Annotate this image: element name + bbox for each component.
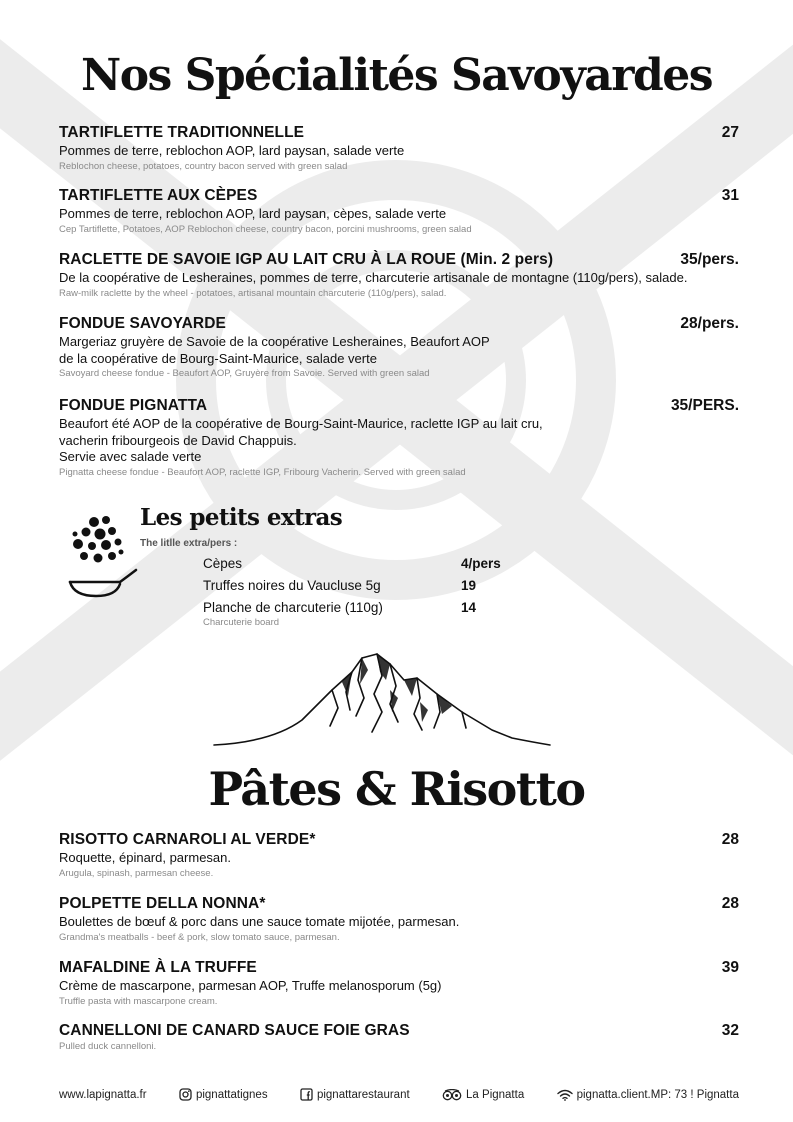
menu-item [59, 315, 739, 380]
item-price: 35/pers. [680, 251, 739, 268]
item-translation: Reblochon cheese, potatoes, country bacon served with green salad [59, 160, 348, 172]
website-link[interactable]: www.lapignatta.fr [59, 1088, 147, 1101]
item-name: RACLETTE DE SAVOIE IGP AU LAIT CRU À LA ROUE (Min. 2 pers) [59, 251, 554, 268]
extras-title: Les petits extras [140, 504, 343, 531]
item-price: 31 [721, 187, 739, 204]
item-name: FONDUE SAVOYARDE [59, 315, 226, 332]
item-translation: Arugula, spinash, parmesan cheese. [59, 867, 214, 879]
instagram-link[interactable]: pignattatignes [179, 1088, 268, 1101]
frying-pan-icon [66, 512, 138, 604]
item-name: CANNELLONI DE CANARD SAUCE FOIE GRAS [59, 1022, 410, 1039]
tripadvisor-icon [442, 1089, 462, 1101]
item-translation: Savoyard cheese fondue - Beaufort AOP, Gruyère from Savoie. Served with green salad [59, 368, 430, 379]
item-price: 32 [721, 1022, 739, 1039]
extra-item [203, 553, 501, 575]
item-description: vacherin fribourgeois de David Chappuis. [59, 432, 297, 448]
item-price: 27 [721, 124, 739, 141]
extra-price: 19 [461, 578, 477, 593]
item-name: FONDUE PIGNATTA [59, 397, 208, 414]
extra-price: 14 [461, 600, 477, 615]
extra-name: Truffes noires du Vaucluse 5g [203, 578, 381, 593]
item-price: 28 [721, 831, 739, 848]
menu-item [59, 187, 739, 236]
item-description: Pommes de terre, reblochon AOP, lard paysan, cèpes, salade verte [59, 206, 447, 221]
item-description: De la coopérative de Lesheraines, pommes de terre, charcuterie artisanale de montagne (110g/pers), salade. [59, 270, 688, 285]
menu-item [59, 251, 739, 300]
menu-item [59, 124, 739, 173]
facebook-link[interactable]: pignattarestaurant [300, 1088, 410, 1101]
section-title-pates: Pâtes & Risotto [208, 762, 585, 816]
item-translation: Pulled duck cannelloni. [59, 1041, 157, 1052]
menu-item [59, 397, 739, 479]
item-description: Servie avec salade verte [59, 449, 202, 464]
extras-list [203, 553, 501, 629]
page-title: Nos Spécialités Savoyardes [80, 50, 713, 101]
extra-price: 4/pers [461, 556, 501, 571]
menu-item [59, 831, 739, 880]
facebook-icon [300, 1088, 313, 1101]
wifi-info: pignatta.client.MP: 73 ! Pignatta [557, 1089, 739, 1101]
footer [59, 1088, 739, 1101]
item-price: 35/PERS. [670, 397, 739, 414]
item-price: 28/pers. [680, 315, 739, 332]
item-description: Beaufort été AOP de la coopérative de Bourg-Saint-Maurice, raclette IGP au lait cru, [59, 416, 543, 431]
extra-item [203, 597, 501, 619]
extra-name: Planche de charcuterie (110g) [203, 600, 383, 615]
item-translation: Cep Tartiflette, Potatoes, AOP Reblochon cheese, country bacon, porcini mushrooms, green salad [59, 223, 472, 235]
extra-item [203, 575, 501, 597]
extras-subtitle: The litlle extra/pers : [140, 538, 238, 549]
item-translation: Truffle pasta with mascarpone cream. [59, 995, 218, 1007]
menu-item [59, 959, 739, 1008]
item-price: 28 [721, 895, 739, 912]
mountain-icon [212, 650, 552, 750]
item-translation: Raw-milk raclette by the wheel - potatoes, artisanal mountain charcuterie (110g/pers), salad. [59, 287, 447, 299]
item-price: 39 [721, 959, 739, 976]
item-description: Crème de mascarpone, parmesan AOP, Truffe melanosporum (5g) [59, 978, 442, 993]
menu-item [59, 895, 739, 944]
item-name: TARTIFLETTE TRADITIONNELLE [59, 124, 305, 141]
item-translation: Pignatta cheese fondue - Beaufort AOP, raclette IGP, Fribourg Vacherin. Served with green salad [59, 466, 466, 478]
item-description: Roquette, épinard, parmesan. [59, 850, 231, 865]
wifi-icon [557, 1089, 573, 1101]
extras-note: Charcuterie board [203, 617, 280, 628]
item-translation: Grandma's meatballs - beef & pork, slow tomato sauce, parmesan. [59, 931, 340, 943]
tripadvisor-link[interactable]: La Pignatta [442, 1089, 524, 1101]
item-description: Boulettes de bœuf & porc dans une sauce tomate mijotée, parmesan. [59, 914, 460, 929]
menu-item [59, 1022, 739, 1053]
item-description: de la coopérative de Bourg-Saint-Maurice, salade verte [59, 350, 377, 366]
item-name: TARTIFLETTE AUX CÈPES [59, 187, 258, 204]
extra-name: Cèpes [203, 556, 243, 571]
item-description: Pommes de terre, reblochon AOP, lard paysan, salade verte [59, 143, 405, 158]
item-name: RISOTTO CARNAROLI AL VERDE* [59, 831, 316, 848]
item-name: MAFALDINE À LA TRUFFE [59, 959, 257, 976]
item-description: Margeriaz gruyère de Savoie de la coopérative Lesheraines, Beaufort AOP [59, 334, 490, 349]
item-name: POLPETTE DELLA NONNA* [59, 895, 266, 912]
instagram-icon [179, 1088, 192, 1101]
